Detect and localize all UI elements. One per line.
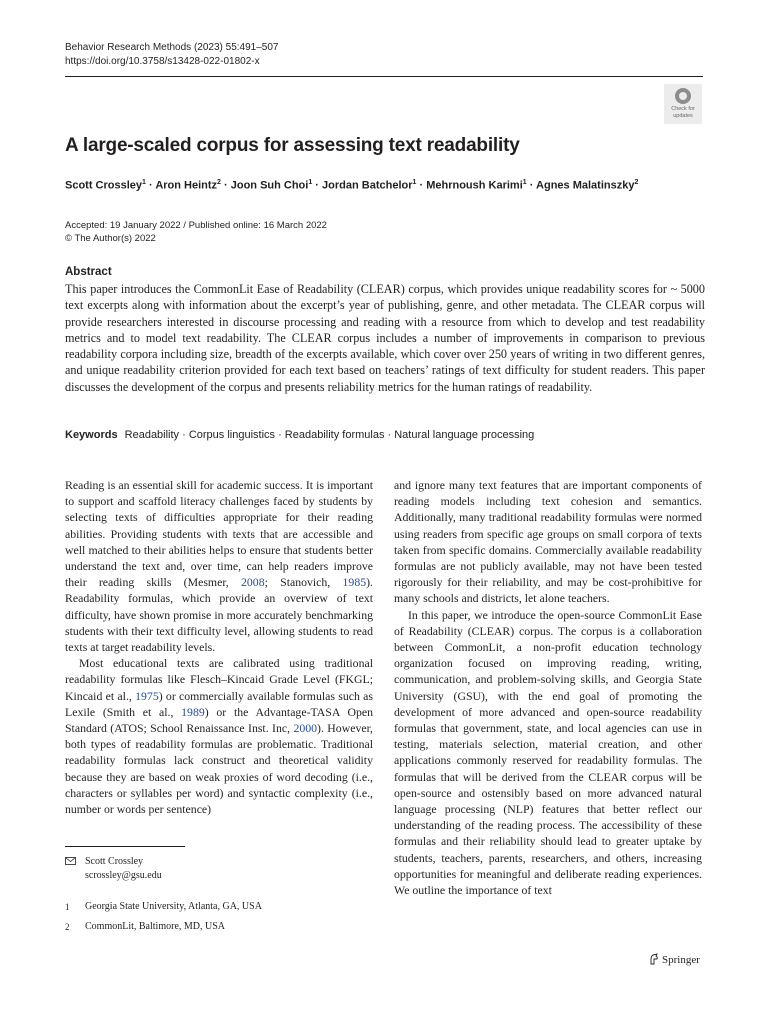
citation-link[interactable]: 1989	[181, 704, 205, 719]
author-name[interactable]: Jordan Batchelor	[322, 179, 413, 192]
keywords-list: Readability · Corpus linguistics · Readability formulas · Natural language processing	[124, 429, 535, 441]
body-paragraph: In this paper, we introduce the open-source CommonLit Ease of Readability (CLEAR) corpus. The corpus is a collaboration between CommonLit, a non-profit education technology organization focused on improving reading, writing, communication, and problem-solving skills, and Georgia State University (GSU), with the end goal of promoting the development of more advanced and open-source readability formulas that government, state, and local agencies can use in testing, materials selection, material creation, and other applications commonly reserved for readability formulas. The formulas that will be derived from the CLEAR corpus will be open-source and ostensibly based on more advanced natural language processing (NLP) features that better reflect our understanding of the reading process. The accessibility of these formulas and their reliability should lead to greater uptake by students, teachers, parents, researchers, and others, increasing opportunities for meaningful and deliberate reading experiences. We outline the importance of text	[394, 607, 702, 898]
check-for-updates-badge[interactable]: Check for updates	[664, 84, 702, 124]
accepted-date: Accepted: 19 January 2022 / Published online: 16 March 2022	[65, 220, 327, 231]
body-paragraph: Reading is an essential skill for academic success. It is important to support and scaffold literacy challenges faced by students by selecting texts of difficulties appropriate for their reading abilities. Providing students with texts that are accessible and well matched to their abilities helps to ensure that students better understand the text and, over time, can help readers improve their reading skills (Mesmer, 2008; Stanovich, 1985). Readability formulas, which provide an overview of text difficulty, have shown promise in more accurately benchmarking students with their text difficulty level, allowing students to read texts at target readability levels.	[65, 478, 373, 655]
publisher-mark	[649, 953, 700, 966]
copyright: © The Author(s) 2022	[65, 233, 156, 244]
citation-link[interactable]: 2008	[241, 575, 265, 590]
journal-header	[65, 41, 278, 69]
author-list: Scott Crossley$^1$ · Aron Heintz$^2$ · Joon Suh Choi$^1$ · Jordan Batchelor$^1$ · Mehrnoush Karimi$^1$ · Agnes Malatinszky$^2$	[65, 179, 639, 192]
author-name[interactable]: Mehrnoush Karimi	[426, 179, 523, 192]
publication-dates	[65, 219, 327, 245]
doi-link[interactable]: https://doi.org/10.3758/s13428-022-01802-x	[65, 56, 260, 67]
citation-link[interactable]: 1985	[342, 575, 367, 590]
paper-title: A large-scaled corpus for assessing text readability	[65, 135, 520, 156]
affiliation-1: 1 Georgia State University, Atlanta, GA, USA	[65, 901, 262, 912]
journal-citation: Behavior Research Methods (2023) 55:491–507	[65, 42, 279, 53]
header-divider	[65, 76, 703, 77]
keywords-label: Keywords	[65, 429, 118, 441]
affiliation-2: 2 CommonLit, Baltimore, MD, USA	[65, 921, 225, 932]
body-column-right	[394, 477, 702, 898]
publisher-name: Springer	[662, 954, 700, 966]
body-paragraph: Most educational texts are calibrated using traditional readability formulas like Flesch–Kincaid Grade Level (FKGL; Kincaid et al., 1975) or commercially available formulas such as Lexile (Smith et al., 1989) or the Advantage-TASA Open Standard (ATOS; School Renaissance Inst. Inc, 2000). However, both types of readability formulas are problematic. Traditional readability formulas lack construct and theoretical validity because they are based on weak proxies of word decoding (i.e., characters or syllables per word) and syntactic complexity (i.e., number or words per sentence)	[65, 656, 373, 817]
contact-email[interactable]: scrossley@gsu.edu	[85, 870, 162, 881]
footnotes	[65, 855, 373, 934]
author-name[interactable]: Scott Crossley	[65, 179, 143, 192]
citation-link[interactable]: 2000	[293, 721, 318, 736]
abstract-heading: Abstract	[65, 266, 112, 278]
abstract-text: This paper introduces the CommonLit Ease of Readability (CLEAR) corpus, which provides unique readability scores for ~ 5000 text excerpts along with information about the excerpt’s year of publishing, genre, and other metadata. The CLEAR corpus will provide researchers interested in discourse processing and reading with a resource from which to develop and test readability metrics and to model text readability. The CLEAR corpus includes a number of improvements in comparison to previous readability corpora including size, breadth of the excerpts available, which cover over 250 years of writing in two different genres, and unique readability criterion provided for each text based on teachers’ ratings of text difficulty for student readers. This paper discusses the development of the corpus and presents reliability metrics for the human ratings of readability.	[65, 282, 705, 394]
author-name[interactable]: Agnes Malatinszky	[536, 179, 635, 192]
corresponding-author	[65, 855, 373, 883]
citation-link[interactable]: 1975	[135, 688, 159, 703]
springer-horse-icon	[649, 953, 659, 965]
author-name[interactable]: Aron Heintz	[155, 179, 218, 192]
envelope-icon	[65, 855, 76, 869]
author-name[interactable]: Joon Suh Choi	[230, 179, 309, 192]
body-column-left	[65, 477, 373, 817]
keywords	[65, 429, 534, 441]
footnote-divider	[65, 846, 185, 847]
contact-name: Scott Crossley	[85, 856, 144, 867]
check-updates-icon	[675, 88, 691, 104]
body-paragraph: and ignore many text features that are important components of reading models including text cohesion and semantics. Additionally, many traditional readability formulas were normed using readers from specific age groups on small corpora of texts taken from specific domains. Commercially available readability formulas are not publicly available, may not have been tested rigorously for their reliability, and may be cost-prohibitive for many schools and districts, let alone teachers.	[394, 478, 702, 606]
